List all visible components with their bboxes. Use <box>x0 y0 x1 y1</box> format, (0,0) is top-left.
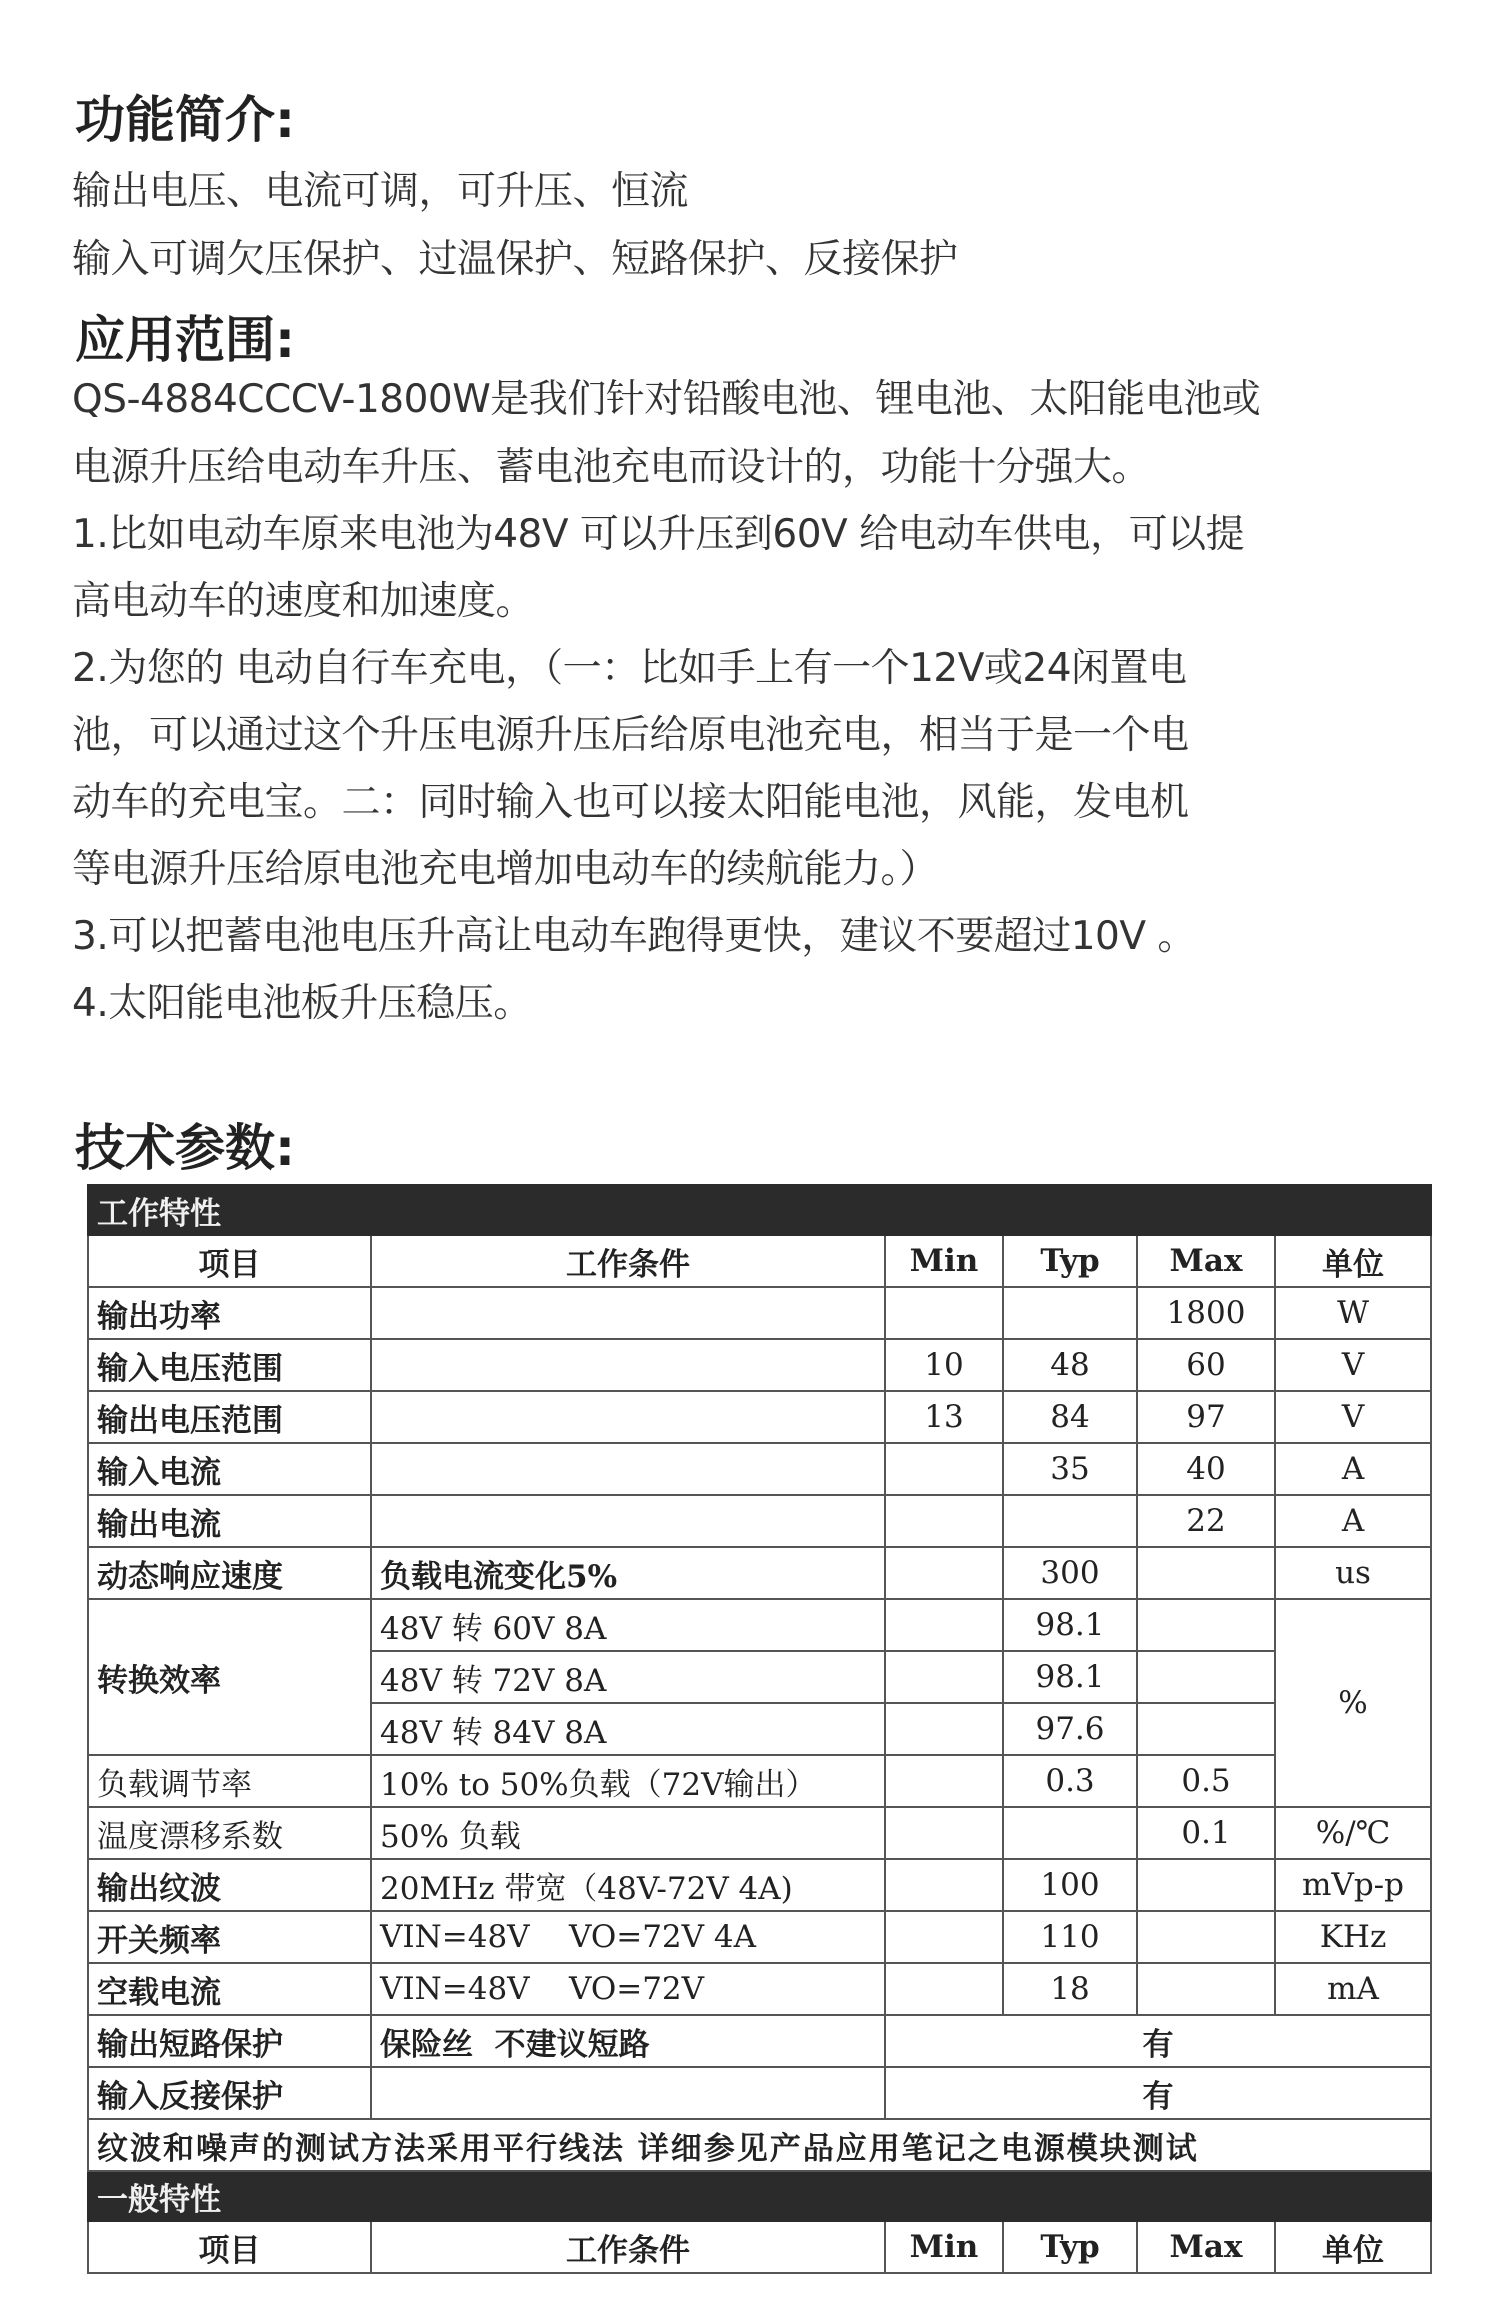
min-cell <box>885 1703 1003 1755</box>
condition-cell <box>371 1339 885 1391</box>
col-header: Min <box>885 2221 1003 2273</box>
condition-cell: 20MHz 带宽（48V-72V 4A) <box>371 1859 885 1911</box>
min-cell: 10 <box>885 1339 1003 1391</box>
max-cell: 0.1 <box>1137 1807 1275 1859</box>
application-line: 电源升压给电动车升压、蓄电池充电而设计的，功能十分强大。 <box>72 445 1151 490</box>
typ-cell: 110 <box>1003 1911 1137 1963</box>
param-cell: 空载电流 <box>88 1963 371 2015</box>
band-general <box>88 2171 1431 2221</box>
application-line: 4.太阳能电池板升压稳压。 <box>72 981 532 1026</box>
col-header: 单位 <box>1275 2221 1431 2273</box>
application-line: 高电动车的速度和加速度。 <box>72 579 535 624</box>
unit-cell: W <box>1275 1287 1431 1339</box>
condition-cell: 48V 转 84V 8A <box>371 1703 885 1755</box>
tech-heading: 技术参数: <box>75 1119 295 1177</box>
min-cell <box>885 1963 1003 2015</box>
value-cell: 有 <box>885 2067 1431 2119</box>
min-cell <box>885 1495 1003 1547</box>
param-cell: 开关频率 <box>88 1911 371 1963</box>
max-cell: 22 <box>1137 1495 1275 1547</box>
min-cell <box>885 1599 1003 1651</box>
table-row <box>88 1963 1431 2015</box>
param-cell: 输入电压范围 <box>88 1339 371 1391</box>
table-row <box>88 1599 1431 1651</box>
band-operating <box>88 1185 1431 1235</box>
header-row <box>88 1235 1431 1287</box>
param-cell: 输出纹波 <box>88 1859 371 1911</box>
param-cell: 输出电流 <box>88 1495 371 1547</box>
max-cell: 0.5 <box>1137 1755 1275 1807</box>
table-row <box>88 1547 1431 1599</box>
unit-cell: A <box>1275 1443 1431 1495</box>
typ-cell <box>1003 1495 1137 1547</box>
param-cell: 温度漂移系数 <box>88 1807 371 1859</box>
typ-cell <box>1003 1807 1137 1859</box>
typ-cell: 98.1 <box>1003 1599 1137 1651</box>
features-line: 输入可调欠压保护、过温保护、短路保护、反接保护 <box>72 237 958 282</box>
application-line: 池，可以通过这个升压电源升压后给原电池充电，相当于是一个电 <box>72 713 1189 758</box>
min-cell <box>885 1651 1003 1703</box>
application-line: 动车的充电宝。二：同时输入也可以接太阳能电池，风能，发电机 <box>72 780 1189 825</box>
max-cell <box>1137 1599 1275 1651</box>
note-row <box>88 2119 1431 2171</box>
unit-cell: us <box>1275 1547 1431 1599</box>
table-row <box>88 1443 1431 1495</box>
min-cell <box>885 1443 1003 1495</box>
max-cell <box>1137 1859 1275 1911</box>
max-cell: 1800 <box>1137 1287 1275 1339</box>
value-cell: 有 <box>885 2015 1431 2067</box>
application-line: 3.可以把蓄电池电压升高让电动车跑得更快，建议不要超过10V 。 <box>72 914 1196 959</box>
condition-cell: VIN=48V VO=72V <box>371 1963 885 2015</box>
typ-cell: 48 <box>1003 1339 1137 1391</box>
table-row <box>88 1339 1431 1391</box>
typ-cell: 300 <box>1003 1547 1137 1599</box>
table-row <box>88 2015 1431 2067</box>
band-label: 一般特性 <box>88 2171 1431 2221</box>
condition-cell: 48V 转 72V 8A <box>371 1651 885 1703</box>
condition-cell: 48V 转 60V 8A <box>371 1599 885 1651</box>
min-cell: 13 <box>885 1391 1003 1443</box>
max-cell: 97 <box>1137 1391 1275 1443</box>
typ-cell: 84 <box>1003 1391 1137 1443</box>
condition-cell: 保险丝 不建议短路 <box>371 2015 885 2067</box>
col-header: 工作条件 <box>371 2221 885 2273</box>
header-row <box>88 2221 1431 2273</box>
min-cell <box>885 1287 1003 1339</box>
param-cell: 输出功率 <box>88 1287 371 1339</box>
condition-cell <box>371 1391 885 1443</box>
col-header: 项目 <box>88 1235 371 1287</box>
param-cell: 负载调节率 <box>88 1755 371 1807</box>
condition-cell <box>371 2067 885 2119</box>
table-row <box>88 1391 1431 1443</box>
application-line: QS-4884CCCV-1800W是我们针对铅酸电池、锂电池、太阳能电池或 <box>72 377 1261 422</box>
unit-cell: %/℃ <box>1275 1807 1431 1859</box>
table-row <box>88 1859 1431 1911</box>
table-row <box>88 1911 1431 1963</box>
unit-cell: V <box>1275 1339 1431 1391</box>
col-header: Max <box>1137 2221 1275 2273</box>
typ-cell: 18 <box>1003 1963 1137 2015</box>
col-header: 工作条件 <box>371 1235 885 1287</box>
param-cell: 输出短路保护 <box>88 2015 371 2067</box>
typ-cell: 97.6 <box>1003 1703 1137 1755</box>
min-cell <box>885 1911 1003 1963</box>
condition-cell: 负载电流变化5% <box>371 1547 885 1599</box>
min-cell <box>885 1547 1003 1599</box>
unit-cell: KHz <box>1275 1911 1431 1963</box>
typ-cell: 35 <box>1003 1443 1137 1495</box>
param-cell: 转换效率 <box>88 1599 371 1755</box>
condition-cell <box>371 1443 885 1495</box>
condition-cell: VIN=48V VO=72V 4A <box>371 1911 885 1963</box>
min-cell <box>885 1755 1003 1807</box>
spec-table <box>87 1184 1432 2274</box>
col-header: Typ <box>1003 1235 1137 1287</box>
typ-cell <box>1003 1287 1137 1339</box>
typ-cell: 0.3 <box>1003 1755 1137 1807</box>
unit-cell: A <box>1275 1495 1431 1547</box>
table-row <box>88 1807 1431 1859</box>
table-row <box>88 1495 1431 1547</box>
application-heading: 应用范围: <box>75 311 295 369</box>
max-cell <box>1137 1911 1275 1963</box>
application-line: 2.为您的 电动自行车充电，（一：比如手上有一个12V或24闲置电 <box>72 646 1187 691</box>
max-cell <box>1137 1651 1275 1703</box>
param-cell: 输入电流 <box>88 1443 371 1495</box>
param-cell: 输出电压范围 <box>88 1391 371 1443</box>
min-cell <box>885 1859 1003 1911</box>
application-line: 等电源升压给原电池充电增加电动车的续航能力。） <box>72 847 939 892</box>
unit-cell: % <box>1275 1599 1431 1807</box>
typ-cell: 100 <box>1003 1859 1137 1911</box>
max-cell <box>1137 1963 1275 2015</box>
col-header: 项目 <box>88 2221 371 2273</box>
condition-cell: 50% 负载 <box>371 1807 885 1859</box>
table-row <box>88 2067 1431 2119</box>
condition-cell <box>371 1287 885 1339</box>
features-heading: 功能简介: <box>75 91 295 149</box>
condition-cell <box>371 1495 885 1547</box>
max-cell <box>1137 1547 1275 1599</box>
test-method-note: 纹波和噪声的测试方法采用平行线法 详细参见产品应用笔记之电源模块测试 <box>88 2119 1431 2171</box>
table-row <box>88 1755 1431 1807</box>
col-header: Min <box>885 1235 1003 1287</box>
table-row <box>88 1287 1431 1339</box>
param-cell: 输入反接保护 <box>88 2067 371 2119</box>
col-header: Max <box>1137 1235 1275 1287</box>
col-header: Typ <box>1003 2221 1137 2273</box>
unit-cell: mVp-p <box>1275 1859 1431 1911</box>
condition-cell: 10% to 50%负载（72V输出） <box>371 1755 885 1807</box>
max-cell: 40 <box>1137 1443 1275 1495</box>
unit-cell: mA <box>1275 1963 1431 2015</box>
unit-cell: V <box>1275 1391 1431 1443</box>
features-line: 输出电压、电流可调，可升压、恒流 <box>72 169 689 214</box>
min-cell <box>885 1807 1003 1859</box>
param-cell: 动态响应速度 <box>88 1547 371 1599</box>
max-cell <box>1137 1703 1275 1755</box>
max-cell: 60 <box>1137 1339 1275 1391</box>
col-header: 单位 <box>1275 1235 1431 1287</box>
typ-cell: 98.1 <box>1003 1651 1137 1703</box>
band-label: 工作特性 <box>88 1185 1431 1235</box>
application-line: 1.比如电动车原来电池为48V 可以升压到60V 给电动车供电，可以提 <box>72 512 1245 557</box>
